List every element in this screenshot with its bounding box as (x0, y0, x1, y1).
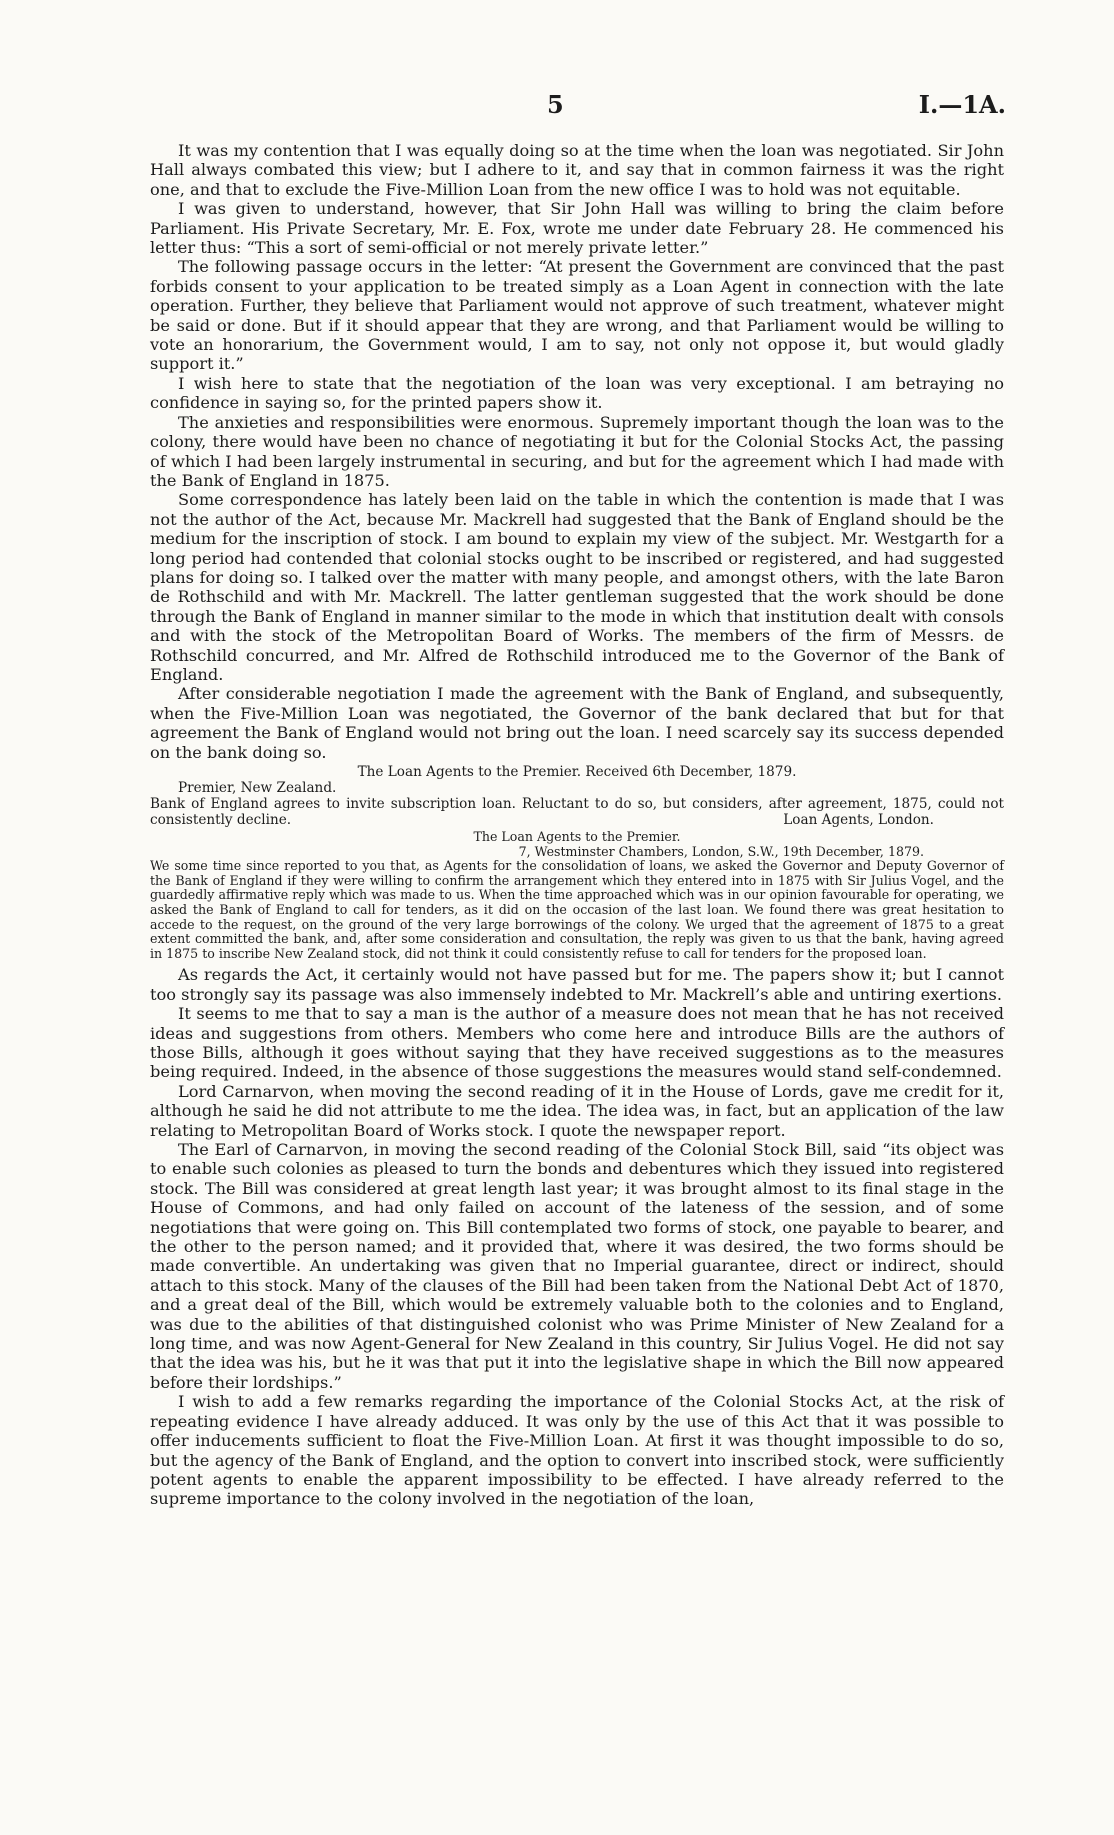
paragraph: After considerable negotiation I made the agreement with the Bank of England, and subsequently, when the Five-Million Loan was negotiated, the Governor of the bank declared that but for that agreement the Bank of England would not bring out the loan. I need scarcely say its success depended on the bank doing so. (150, 684, 1004, 762)
body-text (150, 141, 1004, 1509)
document-reference: I.—1A. (918, 90, 1006, 119)
paragraph: Lord Carnarvon, when moving the second reading of it in the House of Lords, gave me credit for it, although he said he did not attribute to me the idea. The idea was, in fact, but an application of the law relating to Metropolitan Board of Works stock. I quote the newspaper report. (150, 1081, 1004, 1140)
page-header (0, 90, 1114, 124)
telegram-signature: Loan Agents, London. (783, 812, 934, 828)
letter-block (150, 830, 1004, 961)
telegram-text: Bank of England agrees to invite subscription loan. Reluctant to do so, but considers, after agreement, 1875, could not consistently decline. (150, 796, 1004, 828)
letter-address: 7, Westminster Chambers, London, S.W., 19th December, 1879. (518, 843, 924, 859)
paragraph: It was my contention that I was equally doing so at the time when the loan was negotiated. Sir John Hall always combated this view; but I adhere to it, and say that in common fairness it was the right one, and that to exclude the Five-Million Loan from the new office I was to hold was not equitable. (150, 141, 1004, 199)
paragraph: The following passage occurs in the letter: “At present the Government are convinced that the past forbids consent to your application to be treated simply as a Loan Agent in connection with the late operation. Further, they believe that Parliament would not approve of such treatment, whatever might be said or done. But if it should appear that they are wrong, and that Parliament would be willing to vote an honorarium, the Government would, I am to say, not only not oppose it, but would gladly support it.” (150, 257, 1004, 374)
letter-heading: The Loan Agents to the Premier. (473, 829, 681, 844)
telegram-heading: The Loan Agents to the Premier. Received 6th December, 1879. (357, 764, 797, 780)
paragraph: The Earl of Carnarvon, in moving the second reading of the Colonial Stock Bill, said “its object was to enable such colonies as pleased to turn the bonds and debentures which they issued into registered stock. The Bill was considered at great length last year; it was brought almost to its final stage in the House of Commons, and had only failed on account of the lateness of the session, and of some negotiations that were going on. This Bill contemplated two forms of stock, one payable to bearer, and the other to the person named; and it provided that, where it was desired, the two forms should be made convertible. An undertaking was given that no Imperial guarantee, direct or indirect, should attach to this stock. Many of the clauses of the Bill had been taken from the National Debt Act of 1870, and a great deal of the Bill, which would be extremely valuable both to the colonies and to England, was due to the abilities of that distinguished colonist who was Prime Minister of New Zealand for a long time, and was now Agent-General for New Zealand in this country, Sir Julius Vogel. He did not say that the idea was his, but he it was that put it into the legislative shape in which the Bill now appeared before their lordships.” (150, 1140, 1004, 1392)
paragraph: I wish to add a few remarks regarding the importance of the Colonial Stocks Act, at the risk of repeating evidence I have already adduced. It was only by the use of this Act that it was possible to offer inducements sufficient to float the Five-Million Loan. At first it was thought impossible to do so, but the agency of the Bank of England, and the option to convert into inscribed stock, were sufficiently potent agents to enable the apparent impossibility to be effected. I have already referred to the supreme importance to the colony involved in the negotiation of the loan, (150, 1392, 1004, 1509)
paragraph: I was given to understand, however, that Sir John Hall was willing to bring the claim before Parliament. His Private Secretary, Mr. E. Fox, wrote me under date February 28. He commenced his letter thus: “This a sort of semi-official or not merely private letter.” (150, 199, 1004, 258)
paragraph: The anxieties and responsibilities were enormous. Supremely important though the loan was to the colony, there would have been no chance of negotiating it but for the Colonial Stocks Act, the passing of which I had been largely instrumental in securing, and but for the agreement which I had made with the Bank of England in 1875. (150, 412, 1004, 490)
paragraph: Some correspondence has lately been laid on the table in which the contention is made that I was not the author of the Act, because Mr. Mackrell had suggested that the Bank of England should be the medium for the inscription of stock. I am bound to explain my view of the subject. Mr. Westgarth for a long period had contended that colonial stocks ought to be inscribed or registered, and had suggested plans for doing so. I talked over the matter with many people, and amongst others, with the late Baron de Rothschild and with Mr. Mackrell. The latter gentleman suggested that the work should be done through the Bank of England in manner similar to the mode in which that institution dealt with consols and with the stock of the Metropolitan Board of Works. The members of the firm of Messrs. de Rothschild concurred, and Mr. Alfred de Rothschild introduced me to the Governor of the Bank of England. (150, 490, 1004, 684)
telegram-block (150, 764, 1004, 828)
paragraph: It seems to me that to say a man is the author of a measure does not mean that he has not received ideas and suggestions from others. Members who come here and introduce Bills are the authors of those Bills, although it goes without saying that they have received suggestions as to the measures being required. Indeed, in the absence of those suggestions the measures would stand self-condemned. (150, 1004, 1004, 1082)
letter-text: We some time since reported to you that, as Agents for the consolidation of loans, we asked the Governor and Deputy Governor of the Bank of England if they were willing to confirm the arrangement which they entered into in 1875 with Sir Julius Vogel, and the guardedly affirmative reply which was made to us. When the time approached which was in our opinion favourable for operating, we asked the Bank of England to call for tenders, as it did on the occasion of the last loan. We found there was great hesitation to accede to the request, on the ground of the very large borrowings of the colony. We urged that the agreement of 1875 to a great extent committed the bank, and, after some consideration and consultation, the reply was given to us that the bank, having agreed in 1875 to inscribe New Zealand stock, did not think it could consistently refuse to call for tenders for the proposed loan. (150, 858, 1004, 961)
paragraph: I wish here to state that the negotiation of the loan was very exceptional. I am betraying no confidence in saying so, for the printed papers show it. (150, 373, 1004, 413)
page-number: 5 (547, 90, 564, 119)
paragraph: As regards the Act, it certainly would not have passed but for me. The papers show it; but I cannot too strongly say its passage was also immensely indebted to Mr. Mackrell’s able and untiring exertions. (150, 965, 1004, 1004)
telegram-addressee: Premier, New Zealand. (178, 780, 337, 796)
